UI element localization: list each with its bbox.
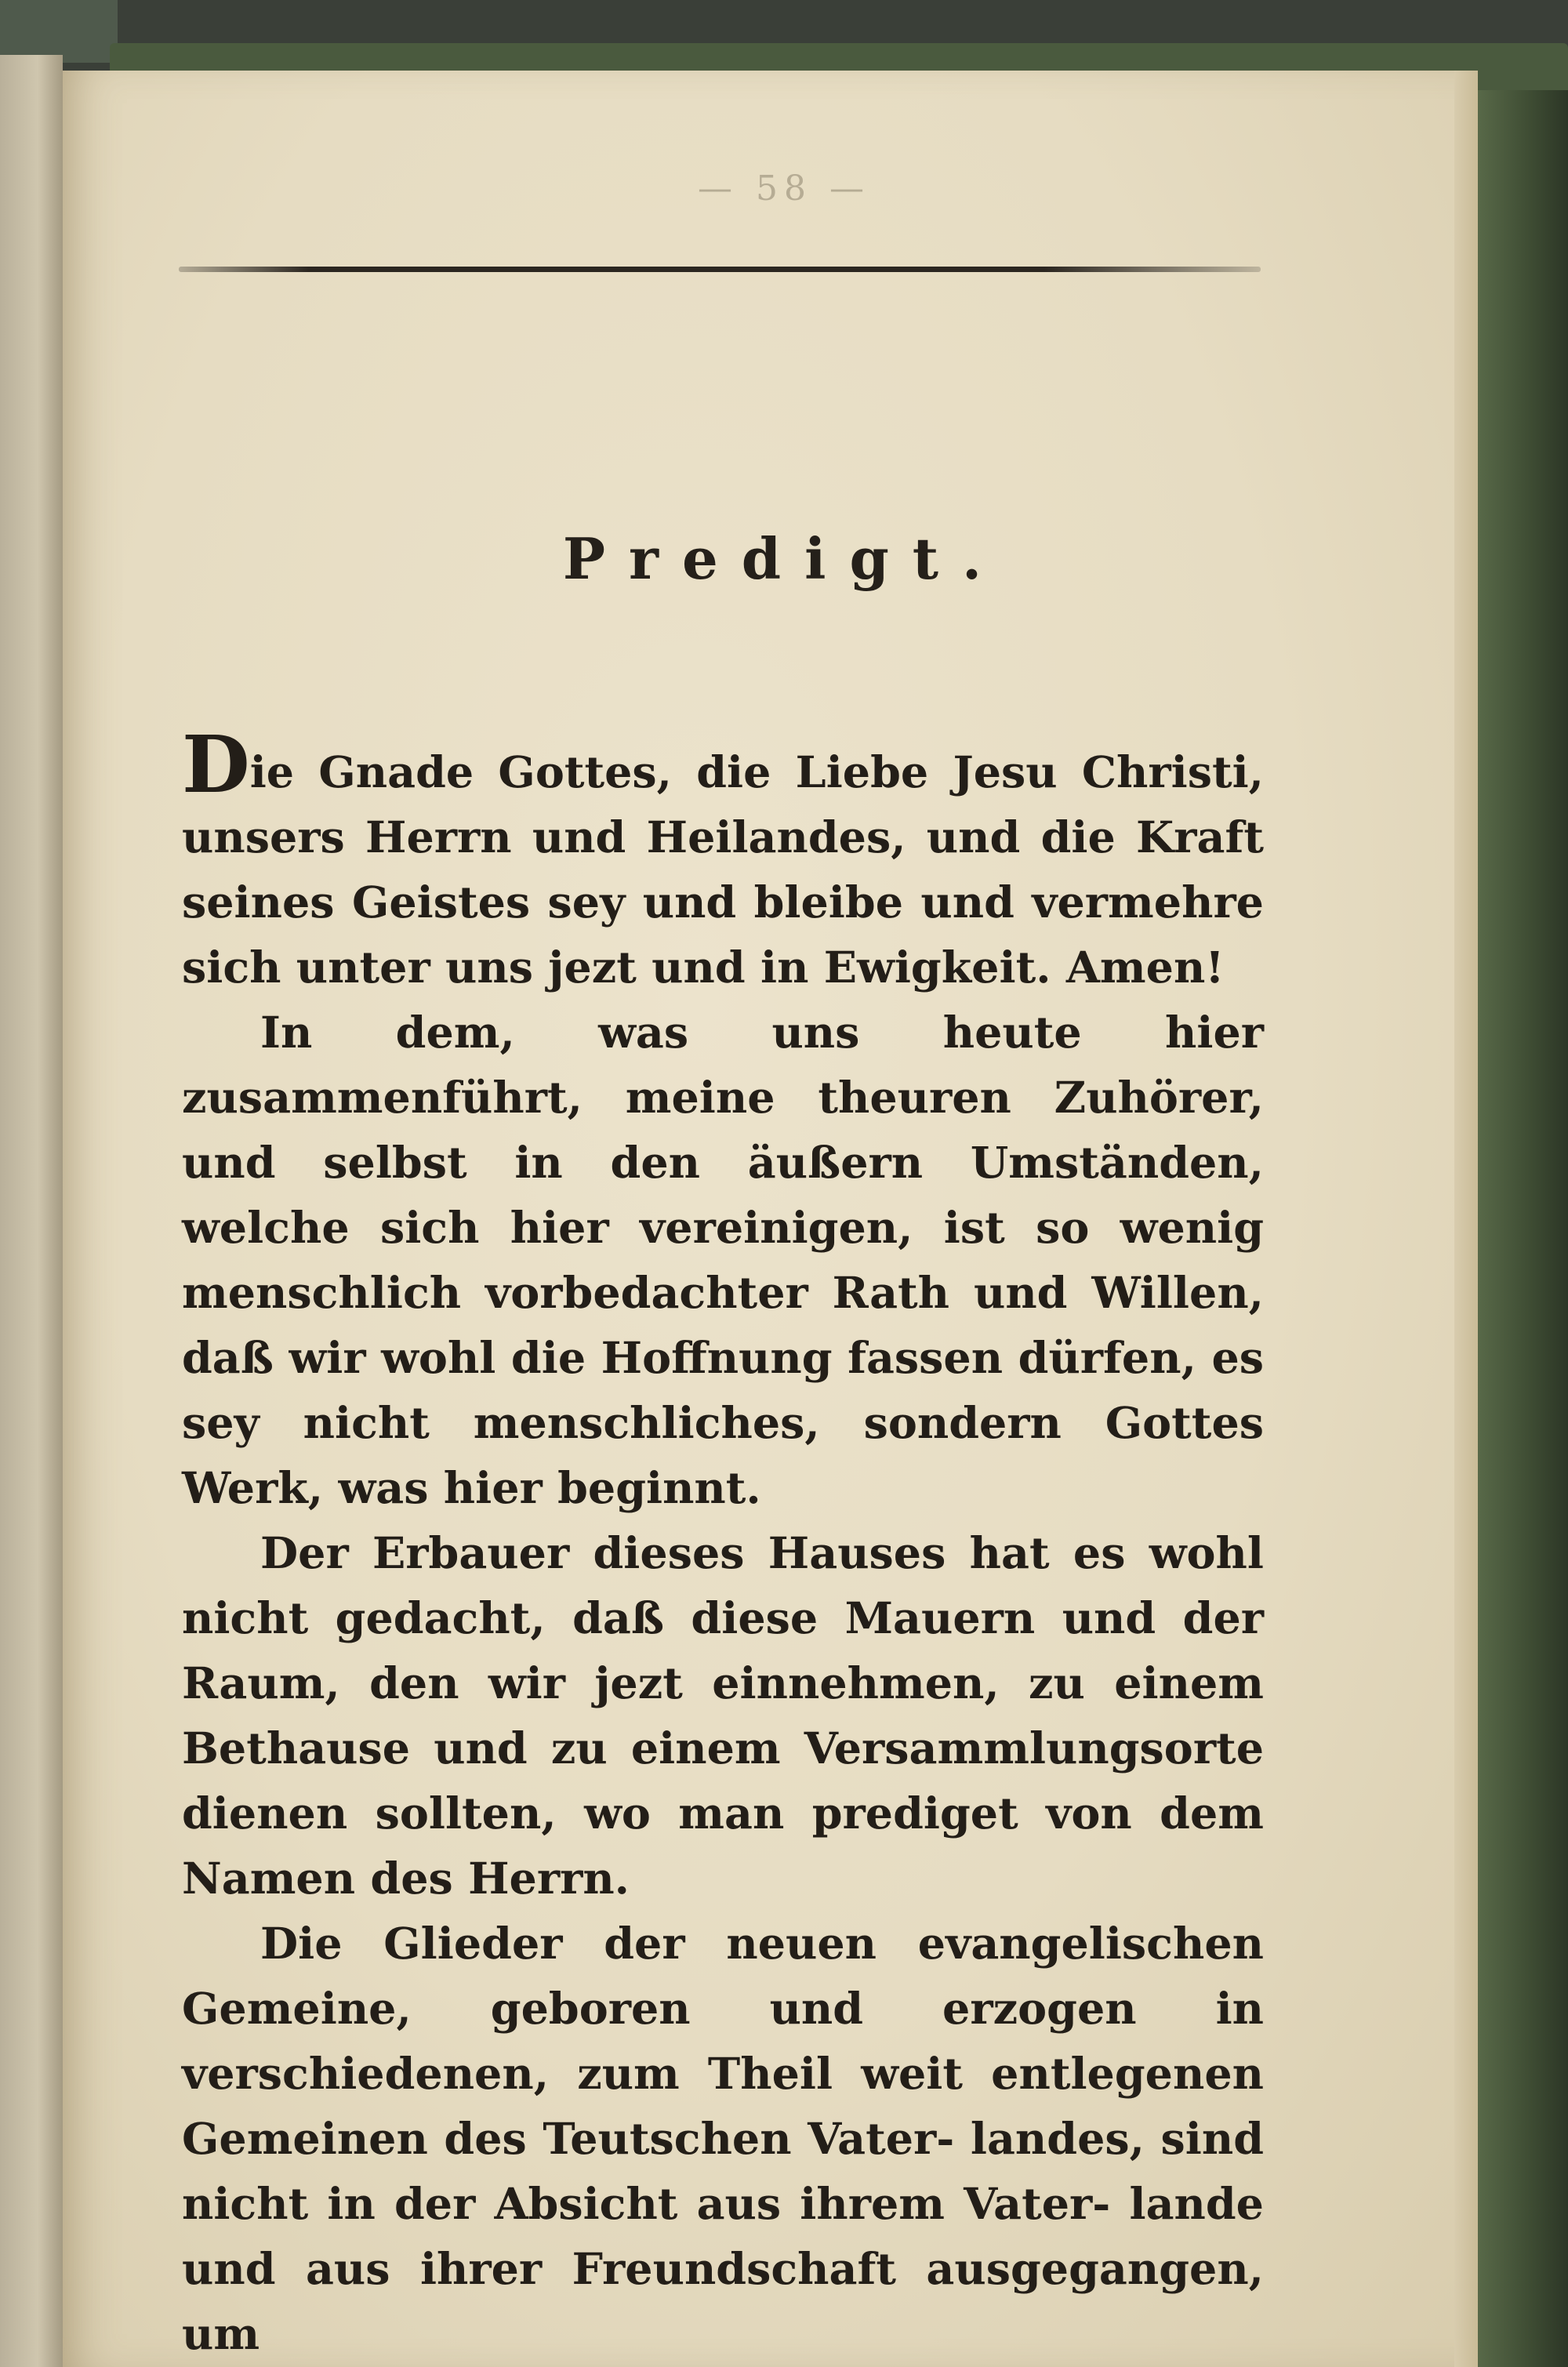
paragraph [182, 718, 1264, 1000]
left-page-edge [0, 55, 63, 2367]
text-line: wir wohl die Hoffnung fassen dürfen, es sey nicht [182, 1333, 1265, 1449]
text-line: Geistes sey und bleibe und vermehre sich unter uns [182, 877, 1264, 993]
text-line: meine theuren Zuhörer, und selbst in den äußern [182, 1073, 1264, 1189]
text-line: beginnt. [557, 1463, 761, 1514]
text-line: ie Gnade Gottes, die Liebe Jesu Christi, [249, 747, 1264, 798]
text-line: Die Glieder der neuen evangelischen Gemeine, [182, 1919, 1264, 2035]
text-line: menschliches, sondern Gottes Werk, was hier [182, 1398, 1265, 1514]
text-line: menschlich vorbedachter Rath und Willen, daß [182, 1268, 1264, 1384]
text-line: unsers Herrn und Heilandes, und die Kraft seines [182, 812, 1264, 928]
body-text [182, 718, 1265, 2367]
drop-cap: D [182, 718, 250, 811]
text-line: gedacht, daß diese Mauern und der Raum, den wir [182, 1593, 1264, 1709]
header-rule [179, 267, 1261, 272]
text-line: jezt und in Ewigkeit. Amen! [548, 942, 1225, 993]
paragraph [182, 1911, 1264, 2367]
text-line: Umständen, welche sich hier vereinigen, ist so wenig [182, 1138, 1264, 1254]
paragraph [182, 1521, 1264, 1911]
page-fore-edge [1454, 71, 1478, 2367]
page-title: Predigt. [562, 525, 1006, 592]
text-line: Der Erbauer dieses Hauses hat es wohl nicht [182, 1528, 1264, 1644]
paragraph [182, 1000, 1264, 1521]
text-line: weit entlegenen Gemeinen des Teutschen Vater- [182, 2049, 1264, 2165]
cover-edge [1474, 90, 1568, 2367]
text-line: landes, sind nicht in der Absicht aus ihrem Vater- [182, 2114, 1264, 2230]
left-cover-corner [0, 0, 118, 63]
text-line: In dem, was uns heute hier zusammenführt, [182, 1007, 1264, 1124]
text-line: jezt einnehmen, zu einem Bethause und zu einem [182, 1658, 1264, 1774]
running-head: — 58 — [698, 169, 870, 209]
text-line: von dem Namen des Herrn. [182, 1788, 1264, 1904]
text-line: lande und aus ihrer Freundschaft ausgegangen, um [182, 2179, 1264, 2360]
text-line: geboren und erzogen in verschiedenen, zum Theil [182, 1984, 1265, 2100]
text-line: Versammlungsorte dienen sollten, wo man prediget [182, 1723, 1264, 1839]
